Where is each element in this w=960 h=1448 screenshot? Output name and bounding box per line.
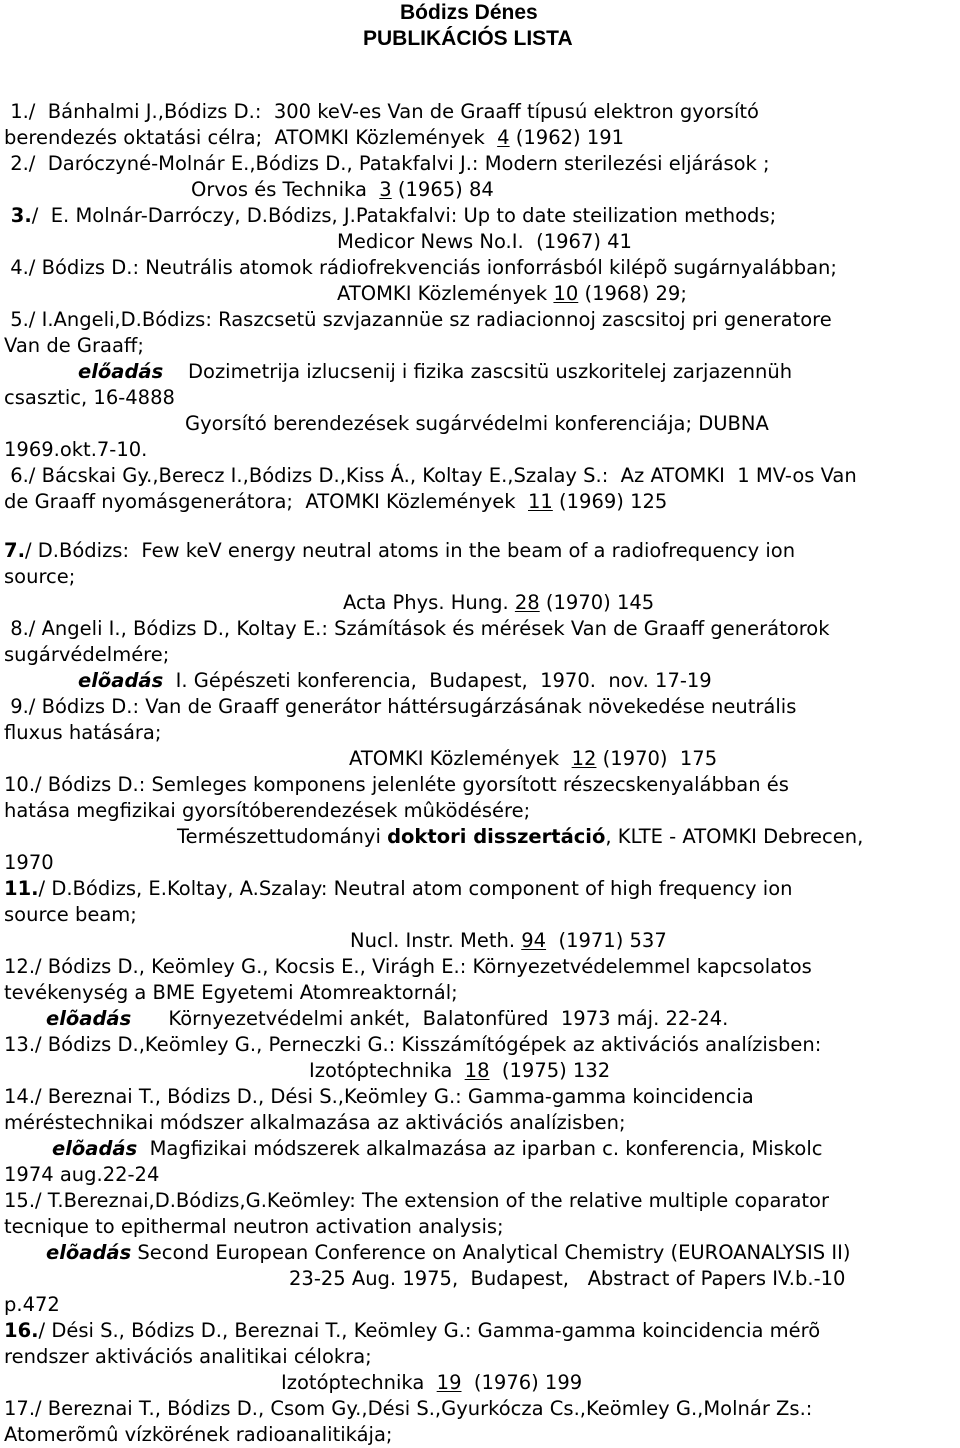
line-text: 1974 aug.22-24 xyxy=(4,1163,160,1186)
emphasis-text: 7. xyxy=(4,539,25,562)
publication-line xyxy=(46,1240,851,1266)
line-text: p.472 xyxy=(4,1293,60,1316)
publication-line xyxy=(4,1188,829,1214)
publication-line xyxy=(4,1084,754,1110)
line-text: (1968) 29; xyxy=(578,282,687,305)
emphasis-text: 16. xyxy=(4,1319,39,1342)
line-text: rendszer aktivációs analitikai célokra; xyxy=(4,1345,372,1368)
presentation-label: elõadás xyxy=(78,669,164,692)
line-text: ATOMKI Közlemények xyxy=(337,282,554,305)
publication-line xyxy=(4,1344,372,1370)
line-text: 14./ Bereznai T., Bódizs D., Dési S.,Keömley G.: Gamma-gamma koincidencia xyxy=(4,1085,754,1108)
line-text: Természettudományi xyxy=(177,825,388,848)
line-text: (1970) 145 xyxy=(539,591,655,614)
publication-line xyxy=(4,642,169,668)
publication-line xyxy=(289,1266,845,1292)
line-text: (1965) 84 xyxy=(391,178,494,201)
line-text: fluxus hatására; xyxy=(4,721,162,744)
emphasis-text: 11. xyxy=(4,877,39,900)
publication-line xyxy=(4,850,54,876)
publication-line xyxy=(4,798,530,824)
line-text: / Dési S., Bódizs D., Bereznai T., Keömley G.: Gamma-gamma koincidencia mérõ xyxy=(38,1319,821,1342)
volume-number: 94 xyxy=(521,929,547,952)
line-text: 2./ Daróczyné-Molnár E.,Bódizs D., Patakfalvi J.: Modern sterilezési eljárások ; xyxy=(4,152,770,175)
line-text: hatása megfizikai gyorsítóberendezések mûködésére; xyxy=(4,799,531,822)
publication-line xyxy=(185,411,769,437)
line-text: (1975) 132 xyxy=(489,1059,611,1082)
line-text: (1971) 537 xyxy=(546,929,667,952)
publication-line xyxy=(78,668,712,694)
publication-line xyxy=(4,694,796,720)
publication-line xyxy=(4,954,812,980)
publication-line xyxy=(4,489,667,515)
line-text: Medicor News No.I. (1967) 41 xyxy=(337,230,632,253)
publication-line xyxy=(4,1396,812,1422)
publication-line xyxy=(177,824,863,850)
publication-line xyxy=(46,1006,728,1032)
line-text: ATOMKI Közlemények xyxy=(349,747,572,770)
line-text: / D.Bódizs: Few keV energy neutral atoms in the beam of a radiofrequency ion xyxy=(24,539,796,562)
volume-number: 12 xyxy=(571,747,597,770)
publication-line xyxy=(343,590,654,616)
volume-number: 11 xyxy=(528,490,553,513)
line-text: tecnique to epithermal neutron activation analysis; xyxy=(4,1215,504,1238)
presentation-label: elõadás xyxy=(46,1241,132,1264)
publication-line xyxy=(4,876,792,902)
publication-line xyxy=(4,385,175,411)
line-text: csasztic, 16-4888 xyxy=(4,386,175,409)
line-text: Izotóptechnika xyxy=(309,1059,465,1082)
line-text: 13./ Bódizs D.,Keömley G., Perneczki G.: Kisszámítógépek az aktivációs analízisben: xyxy=(4,1033,822,1056)
publication-line xyxy=(4,720,161,746)
publication-line xyxy=(4,1422,392,1448)
line-text: / E. Molnár-Darróczy, D.Bódizs, J.Patakfalvi: Up to date steilization methods; xyxy=(31,204,777,227)
publication-line xyxy=(349,746,717,772)
line-text: Van de Graaff; xyxy=(4,334,144,357)
line-text: Orvos és Technika xyxy=(191,178,380,201)
line-text: (1969) 125 xyxy=(552,490,668,513)
line-text: 6./ Bácskai Gy.,Berecz I.,Bódizs D.,Kiss Á., Koltay E.,Szalay S.: Az ATOMKI 1 MV-os Van xyxy=(4,464,857,487)
line-text: Izotóptechnika xyxy=(281,1371,437,1394)
volume-number: 3 xyxy=(379,178,392,201)
publication-line xyxy=(4,1110,626,1136)
publication-line xyxy=(337,229,632,255)
publication-line xyxy=(4,463,857,489)
line-text: 15./ T.Bereznai,D.Bódizs,G.Keömley: The extension of the relative multiple coparator xyxy=(4,1189,829,1212)
line-text: 1./ Bánhalmi J.,Bódizs D.: 300 keV-es Van de Graaff típusú elektron gyorsító xyxy=(4,100,759,123)
line-text: , KLTE - ATOMKI Debrecen, xyxy=(605,825,864,848)
volume-number: 28 xyxy=(514,591,540,614)
publication-line xyxy=(309,1058,610,1084)
publication-line xyxy=(337,281,687,307)
presentation-label: elõadás xyxy=(46,1007,132,1030)
publication-line xyxy=(4,1292,60,1318)
line-text: I. Gépészeti konferencia, Budapest, 1970. nov. 17-19 xyxy=(163,669,712,692)
line-text: (1970) 175 xyxy=(596,747,718,770)
line-text: 1969.okt.7-10. xyxy=(4,438,148,461)
publication-line xyxy=(4,980,458,1006)
line-text: (1976) 199 xyxy=(461,1371,583,1394)
publication-line xyxy=(4,772,789,798)
line-text: 23-25 Aug. 1975, Budapest, Abstract of Papers IV.b.-10 xyxy=(289,1267,846,1290)
line-text: (1962) 191 xyxy=(509,126,625,149)
publication-line xyxy=(191,177,494,203)
line-text: / D.Bódizs, E.Koltay, A.Szalay: Neutral atom component of high frequency ion xyxy=(38,877,793,900)
line-text: Környezetvédelmi ankét, Balatonfüred 1973 máj. 22-24. xyxy=(131,1007,729,1030)
line-text: 12./ Bódizs D., Keömley G., Kocsis E., Virágh E.: Környezetvédelemmel kapcsolatos xyxy=(4,955,812,978)
publication-line xyxy=(350,928,667,954)
publication-line xyxy=(52,1136,823,1162)
publication-line xyxy=(4,1032,821,1058)
line-text: 8./ Angeli I., Bódizs D., Koltay E.: Számítások és mérések Van de Graaff generátorok xyxy=(4,617,830,640)
author-heading: Bódizs Dénes xyxy=(400,1,538,24)
line-text: 17./ Bereznai T., Bódizs D., Csom Gy.,Dési S.,Gyurkócza Cs.,Keömley G.,Molnár Zs.: xyxy=(4,1397,813,1420)
volume-number: 18 xyxy=(464,1059,490,1082)
publication-line xyxy=(4,1162,159,1188)
emphasis-text: doktori disszertáció xyxy=(387,825,606,848)
line-text: de Graaff nyomásgenerátora; ATOMKI Közlemények xyxy=(4,490,528,513)
presentation-label: elõadás xyxy=(52,1137,138,1160)
line-text: Dozimetrija izlucsenij i fizika zascsitü uszkoritelej zarjazennüh xyxy=(163,360,793,383)
publication-line xyxy=(4,203,776,229)
publication-line xyxy=(78,359,792,385)
line-text: 5./ I.Angeli,D.Bódizs: Raszcsetü szvjazannüe sz radiacionnoj zascsitoj pri generatore xyxy=(4,308,832,331)
publication-line xyxy=(4,564,75,590)
publication-line xyxy=(4,333,144,359)
line-text: Second European Conference on Analytical Chemistry (EUROANALYSIS II) xyxy=(131,1241,851,1264)
publication-line xyxy=(4,151,770,177)
publication-line xyxy=(4,1318,820,1344)
line-text: 1970 xyxy=(4,851,54,874)
line-text: Atomerõmû vízkörének radioanalitikája; xyxy=(4,1423,393,1446)
volume-number: 10 xyxy=(553,282,579,305)
line-text: sugárvédelmére; xyxy=(4,643,170,666)
line-text: Acta Phys. Hung. xyxy=(343,591,515,614)
volume-number: 4 xyxy=(497,126,510,149)
line-text: 4./ Bódizs D.: Neutrális atomok rádiofrekvenciás ionforrásból kilépõ sugárnyalábban; xyxy=(4,256,837,279)
publication-line xyxy=(4,1214,504,1240)
publication-line xyxy=(4,902,137,928)
presentation-label: előadás xyxy=(78,360,164,383)
publication-line xyxy=(4,255,837,281)
publication-line xyxy=(4,616,830,642)
publication-line xyxy=(4,125,624,151)
line-text: berendezés oktatási célra; ATOMKI Közlemények xyxy=(4,126,498,149)
volume-number: 19 xyxy=(436,1371,462,1394)
page-title: PUBLIKÁCIÓS LISTA xyxy=(363,27,573,50)
line-text: Gyorsító berendezések sugárvédelmi konferenciája; DUBNA xyxy=(185,412,769,435)
line-text: source; xyxy=(4,565,76,588)
line-text: 9./ Bódizs D.: Van de Graaff generátor háttérsugárzásának növekedése neutrális xyxy=(4,695,797,718)
publication-line xyxy=(281,1370,582,1396)
publication-line xyxy=(4,99,759,125)
line-text: Magfizikai módszerek alkalmazása az iparban c. konferencia, Miskolc xyxy=(137,1137,823,1160)
line-text: tevékenység a BME Egyetemi Atomreaktornál; xyxy=(4,981,458,1004)
publication-line xyxy=(4,538,795,564)
emphasis-text: 3. xyxy=(4,204,32,227)
line-text: Nucl. Instr. Meth. xyxy=(350,929,522,952)
line-text: source beam; xyxy=(4,903,137,926)
publication-line xyxy=(4,307,832,333)
line-text: 10./ Bódizs D.: Semleges komponens jelenléte gyorsított részecskenyalábban és xyxy=(4,773,789,796)
publication-line xyxy=(4,437,147,463)
line-text: méréstechnikai módszer alkalmazása az aktivációs analízisben; xyxy=(4,1111,626,1134)
